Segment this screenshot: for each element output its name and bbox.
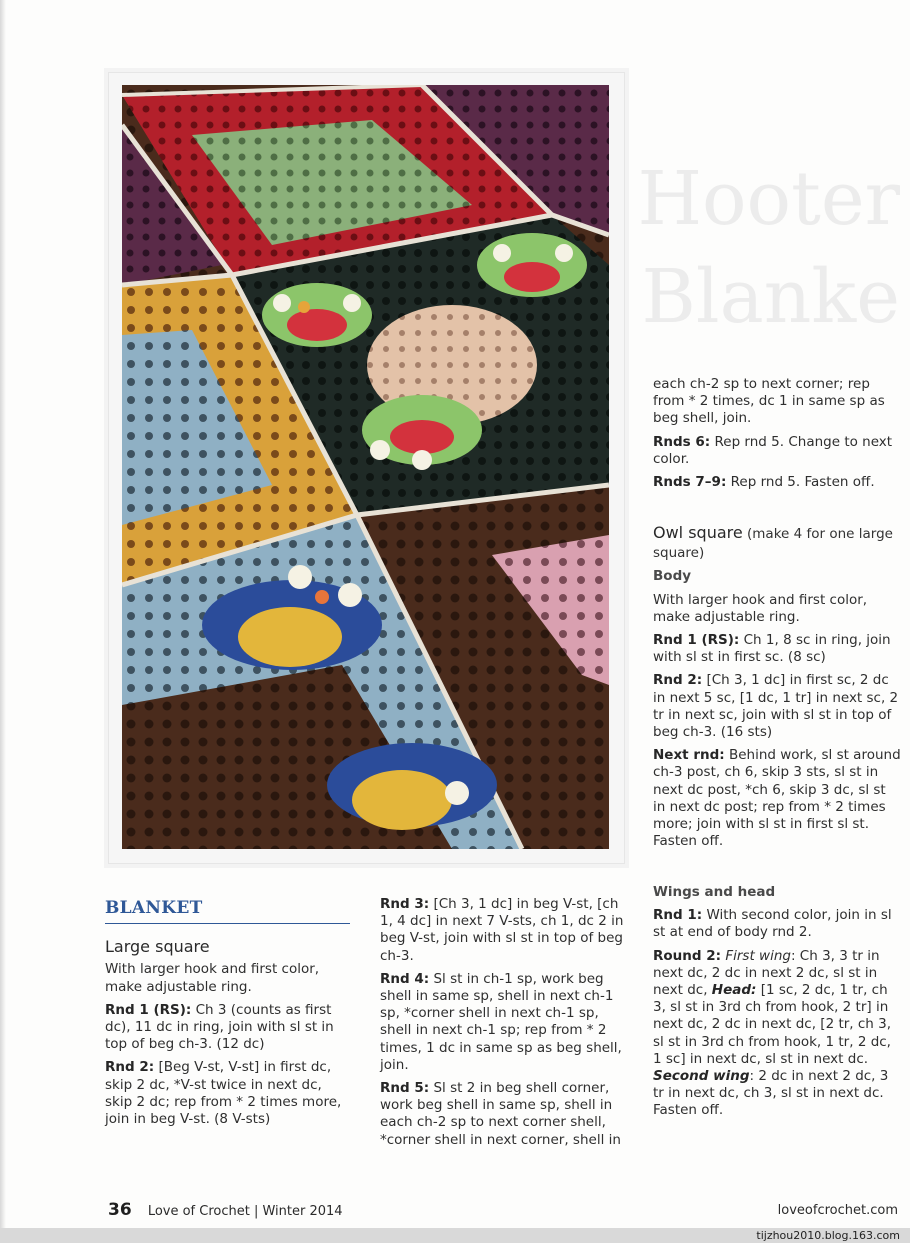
- blanket-rnd5-text: Sl st 2 in beg shell corner, work beg shell in same sp, shell in each ch-2 sp to next corner shell, *corner shell in next corner, shell in: [380, 1080, 621, 1148]
- blanket-photo: [122, 85, 609, 849]
- blanket-rnd4-label: Rnd 4:: [380, 970, 430, 987]
- blanket-rnd2-text: [Beg V-st, V-st] in first dc, skip 2 dc, *V-st twice in next dc, skip 2 dc; rep from * 2 times more, join in beg V-st. (8 V-sts): [105, 1059, 342, 1128]
- head-label: Head:: [711, 982, 757, 999]
- owl-rnd2-text: [Ch 3, 1 dc] in first sc, 2 dc in next 5 sc, [1 dc, 1 tr] in next sc, 2 tr in next sc, join with sl st in top of beg ch-3. (16 sts): [653, 672, 899, 741]
- page-number: 36: [108, 1200, 132, 1220]
- wings-heading: Wings and head: [653, 884, 776, 900]
- rnds6-paragraph: [653, 434, 901, 468]
- issue-date: | Winter 2014: [249, 1204, 343, 1219]
- blanket-rnd1-label: Rnd 1 (RS):: [105, 1001, 192, 1018]
- blanket-rnd4-text: Sl st in ch-1 sp, work beg shell in same sp, shell in next ch-1 sp, *corner shell in next ch-1 sp, shell in next ch-1 sp; rep from * 2 times, 1 dc in same sp as beg shell, join.: [380, 970, 622, 1073]
- crochet-blanket-illustration: [122, 85, 609, 849]
- wings-head-section: [653, 884, 901, 1126]
- owl-rnd1-label: Rnd 1 (RS):: [653, 632, 740, 649]
- owl-next-label: Next rnd:: [653, 747, 725, 764]
- owl-square-section: [653, 524, 901, 856]
- owl-rnd1: [653, 632, 901, 666]
- page-gutter-shadow: [0, 0, 6, 1228]
- magazine-name: Love of Crochet: [147, 1204, 250, 1219]
- blanket-heading: BLANKET: [105, 898, 203, 918]
- wings-rnd1-label: Rnd 1:: [653, 907, 703, 924]
- wings-round2-label: Round 2:: [653, 947, 722, 964]
- owl-square-note: (make 4 for one large square): [653, 526, 893, 562]
- wings-round2-text-b: [1 sc, 2 dc, 1 tr, ch 3, sl st in 3rd ch from hook, 2 tr] in next dc, 2 dc in next dc, [2 tr, ch 3, sl st in 3rd ch from hook, 1 tr, 2 dc, 1 sc] in next dc, sl st in next dc.: [653, 982, 892, 1067]
- middle-column: [380, 896, 628, 1155]
- rnds79-paragraph: [653, 474, 901, 491]
- large-square-heading: Large square: [105, 937, 210, 957]
- second-wing-label: Second wing: [653, 1068, 750, 1085]
- blanket-rnd3-label: Rnd 3:: [380, 896, 430, 912]
- owl-square-heading: [653, 524, 901, 562]
- body-intro: With larger hook and first color, make adjustable ring.: [653, 591, 868, 625]
- blanket-rnd2: [105, 1059, 353, 1128]
- footer-url: loveofcrochet.com: [777, 1203, 898, 1218]
- wings-rnd1: [653, 907, 901, 941]
- owl-square-title: Owl square: [653, 523, 743, 542]
- rnds6-text: Rep rnd 5. Change to next color.: [653, 433, 893, 467]
- owl-rnd2-label: Rnd 2:: [653, 672, 703, 689]
- blanket-rnd5-label: Rnd 5:: [380, 1080, 430, 1097]
- wings-rnd1-text: With second color, join in sl st at end of body rnd 2.: [653, 907, 892, 941]
- right-column-top: [653, 376, 901, 497]
- owl-motif-2: [477, 233, 587, 297]
- owl-rnd2: [653, 672, 901, 741]
- owl-next-text: Behind work, sl st around ch-3 post, ch 6, skip 3 sts, sl st in next dc post, *ch 6, skip 3 dc, sl st in next dc post; rep from * 2 times more; join with sl st in first sl st. Fasten off.: [653, 747, 901, 850]
- watermark-text: tijzhou2010.blog.163.com: [756, 1229, 900, 1242]
- blanket-rnd1-text: Ch 3 (counts as first dc), 11 dc in ring, join with sl st in top of beg ch-3. (12 dc): [105, 1001, 334, 1053]
- blanket-rnd5: [380, 1080, 628, 1149]
- blanket-rnd3-text: [Ch 3, 1 dc] in beg V-st, [ch 1, 4 dc] in next 7 V-sts, ch 1, dc 2 in beg V-st, join with sl st in top of beg ch-3.: [380, 896, 624, 964]
- wings-round2: [653, 948, 901, 1120]
- page-footer: [108, 1200, 898, 1220]
- large-square-intro: With larger hook and first color, make adjustable ring.: [105, 961, 320, 995]
- rnds79-text: Rep rnd 5. Fasten off.: [726, 474, 875, 491]
- blanket-heading-rule: [105, 923, 350, 924]
- wings-round2-text-a: : Ch 3, 3 tr in next dc, 2 dc in next 2 dc, sl st in next dc,: [653, 947, 880, 999]
- blanket-rnd2-label: Rnd 2:: [105, 1059, 155, 1076]
- first-wing-label: First wing: [721, 947, 791, 964]
- rnds6-label: Rnds 6:: [653, 433, 711, 450]
- blanket-rnd1: [105, 1002, 353, 1054]
- rnds79-label: Rnds 7–9:: [653, 474, 727, 491]
- owl-motif-1: [262, 283, 372, 347]
- owl-rnd1-text: Ch 1, 8 sc in ring, join with sl st in first sc. (8 sc): [653, 632, 891, 666]
- blanket-section: [105, 900, 353, 1134]
- wings-round2-text-c: : 2 dc in next 2 dc, 3 tr in next dc, ch 3, sl st in next dc. Fasten off.: [653, 1068, 889, 1119]
- blanket-rnd4: [380, 971, 628, 1074]
- blanket-rnd3: [380, 896, 628, 965]
- owl-next-rnd: [653, 747, 901, 850]
- body-heading: Body: [653, 568, 692, 585]
- ghost-facing-page-title: Hooter Blanke: [637, 156, 900, 340]
- rnd5-continuation: each ch-2 sp to next corner; rep from * 2 times, dc 1 in same sp as beg shell, join.: [653, 376, 885, 427]
